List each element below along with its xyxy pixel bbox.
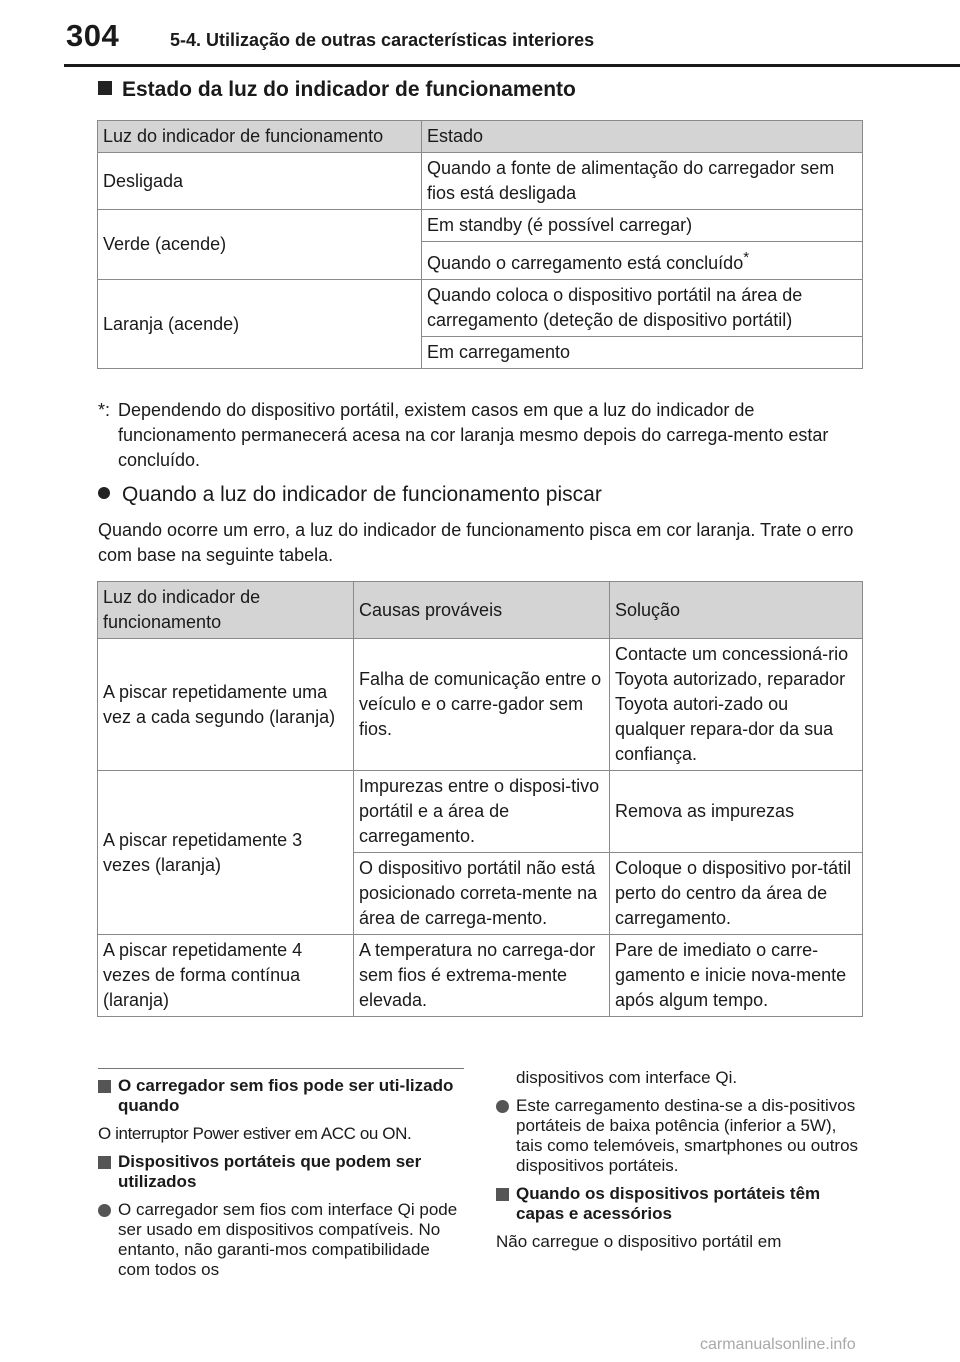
indicator-state-table	[97, 120, 863, 369]
table-row	[98, 280, 863, 337]
solution-cell: Coloque o dispositivo por-tátil perto do centro da área de carregamento.	[610, 853, 863, 935]
square-bullet-icon	[98, 81, 112, 95]
subsection-heading	[98, 483, 602, 507]
note-bullet-text: O carregador sem fios com interface Qi pode ser usado em dispositivos compatíveis. No entanto, não garanti-mos compatibilidade com todos os	[118, 1200, 458, 1279]
note-bullet	[496, 1096, 864, 1176]
site-watermark: carmanualsonline.info	[700, 1336, 856, 1353]
note-heading-text: Quando os dispositivos portáteis têm capas e acessórios	[516, 1184, 821, 1223]
subsection-heading-text: Quando a luz do indicador de funcionamento piscar	[122, 483, 602, 506]
state-cell	[422, 242, 863, 280]
page-header	[0, 0, 960, 66]
solution-cell: Remova as impurezas	[610, 771, 863, 853]
indicator-cell: Verde (acende)	[98, 210, 422, 280]
intro-paragraph: Quando ocorre um erro, a luz do indicador de funcionamento pisca em cor laranja. Trate o erro com base na seguinte tabela.	[98, 520, 854, 565]
state-text: Quando o carregamento está concluído	[427, 253, 744, 273]
section-heading	[98, 78, 576, 102]
error-blink-table	[97, 581, 863, 1017]
section-heading-text: Estado da luz do indicador de funcionamento	[122, 78, 576, 101]
column-header-solution: Solução	[610, 582, 863, 639]
state-cell: Quando coloca o dispositivo portátil na área de carregamento (deteção de dispositivo portátil)	[422, 280, 863, 337]
note-heading-text: O carregador sem fios pode ser uti-lizado quando	[118, 1076, 454, 1115]
indicator-cell: Desligada	[98, 153, 422, 210]
column-header-indicator: Luz do indicador de funcionamento	[98, 582, 354, 639]
note-heading	[98, 1076, 466, 1116]
chapter-title: 5-4. Utilização de outras características interiores	[170, 30, 595, 50]
column-header-causes: Causas prováveis	[354, 582, 610, 639]
page-number: 304	[66, 18, 120, 53]
state-cell: Em carregamento	[422, 337, 863, 369]
square-bullet-icon	[98, 1156, 111, 1169]
note-continuation: dispositivos com interface Qi.	[516, 1068, 738, 1087]
note-bullet-text: Este carregamento destina-se a dis-positivos portáteis de baixa potência (inferior a 5W), tais como telemóveis, smartphones ou outros dispositivos portáteis.	[516, 1096, 859, 1175]
round-bullet-icon	[496, 1100, 509, 1113]
round-bullet-icon	[98, 1204, 111, 1217]
table-row	[98, 153, 863, 210]
note-heading	[98, 1152, 466, 1192]
footnote-mark: *:	[98, 400, 111, 420]
indicator-cell: Laranja (acende)	[98, 280, 422, 369]
footnote-text: Dependendo do dispositivo portátil, existem casos em que a luz do indicador de funcionamento permanecerá acesa na cor laranja mesmo depois do carrega-mento estar concluído.	[118, 400, 829, 470]
square-bullet-icon	[496, 1188, 509, 1201]
solution-cell: Contacte um concessioná-rio Toyota autorizado, reparador Toyota autori-zado ou qualquer repara-dor da sua confiança.	[610, 639, 863, 771]
indicator-cell: A piscar repetidamente uma vez a cada segundo (laranja)	[98, 639, 354, 771]
note-bullet	[98, 1200, 466, 1280]
square-bullet-icon	[98, 1080, 111, 1093]
table-row	[98, 210, 863, 242]
table-header-row	[98, 121, 863, 153]
column-header-indicator: Luz do indicador de funcionamento	[98, 121, 422, 153]
solution-cell: Pare de imediato o carre-gamento e inicie nova-mente após algum tempo.	[610, 935, 863, 1017]
footnote	[98, 398, 868, 473]
header-divider	[64, 64, 960, 67]
round-bullet-icon	[98, 487, 110, 499]
note-paragraph: O interruptor Power estiver em ACC ou ON.	[98, 1124, 412, 1143]
notes-right-column	[496, 1068, 864, 1260]
notes-left-column	[98, 1068, 466, 1288]
indicator-cell: A piscar repetidamente 3 vezes (laranja)	[98, 771, 354, 935]
table-header-row	[98, 582, 863, 639]
table-row	[98, 639, 863, 771]
note-paragraph: Não carregue o dispositivo portátil em	[496, 1232, 782, 1251]
cause-cell: O dispositivo portátil não está posicionado correta-mente na área de carrega-mento.	[354, 853, 610, 935]
state-cell: Em standby (é possível carregar)	[422, 210, 863, 242]
footnote-marker: *	[743, 249, 750, 266]
cause-cell: A temperatura no carrega-dor sem fios é extrema-mente elevada.	[354, 935, 610, 1017]
note-heading-text: Dispositivos portáteis que podem ser utilizados	[118, 1152, 422, 1191]
column-divider	[98, 1068, 464, 1069]
indicator-cell: A piscar repetidamente 4 vezes de forma contínua (laranja)	[98, 935, 354, 1017]
state-cell: Quando a fonte de alimentação do carregador sem fios está desligada	[422, 153, 863, 210]
table-row	[98, 771, 863, 853]
cause-cell: Impurezas entre o disposi-tivo portátil e a área de carregamento.	[354, 771, 610, 853]
cause-cell: Falha de comunicação entre o veículo e o carre-gador sem fios.	[354, 639, 610, 771]
column-header-state: Estado	[422, 121, 863, 153]
note-heading	[496, 1184, 864, 1224]
table-row	[98, 935, 863, 1017]
